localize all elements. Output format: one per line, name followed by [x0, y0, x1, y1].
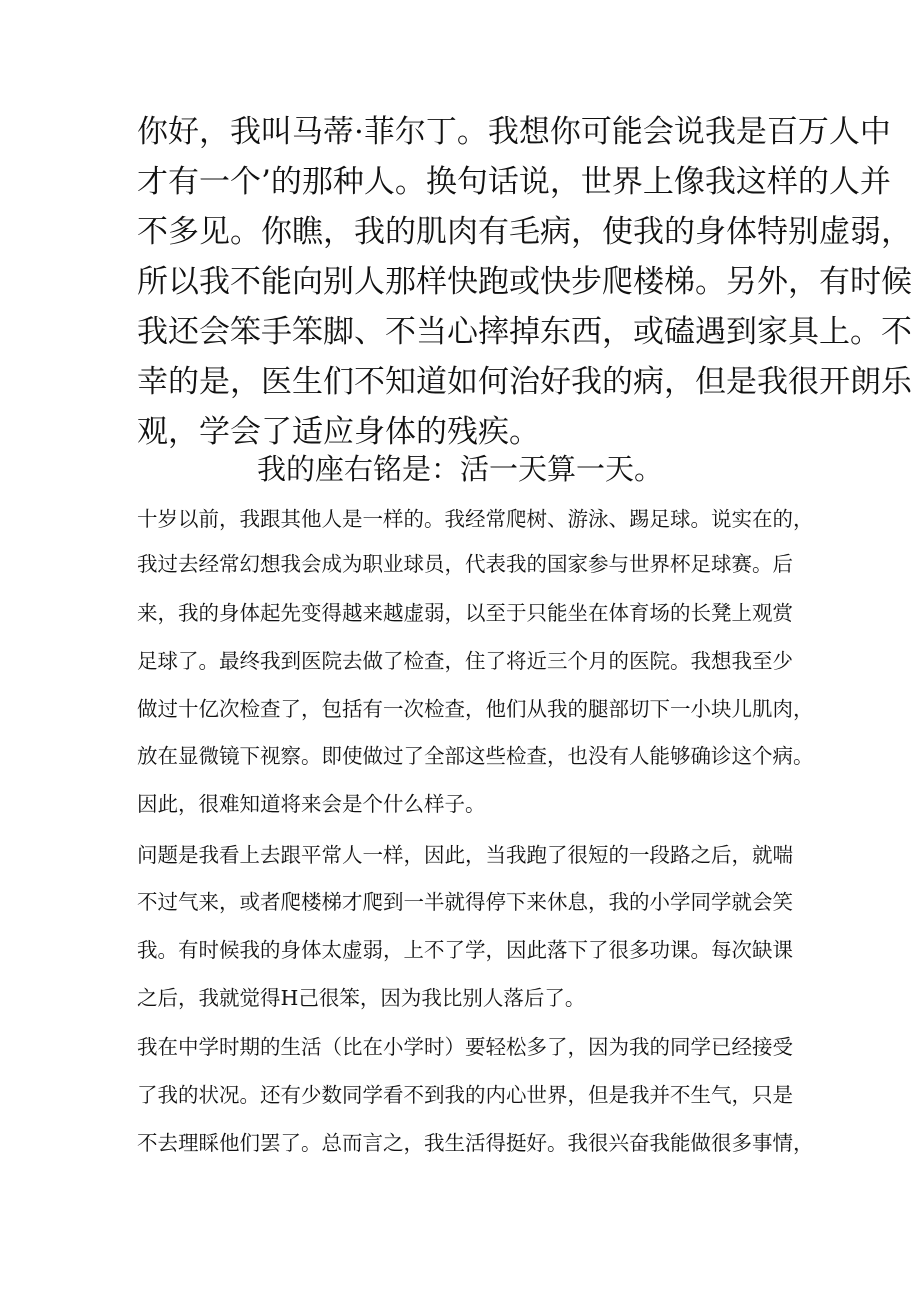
intro-line: 才有一个’的那种人。换句话说，世界上像我这样的人并 [137, 164, 891, 200]
intro-line: 幸的是，医生们不知道如何治好我的病，但是我很开朗乐 [137, 364, 912, 400]
paragraph-line: 来，我的身体起先变得越来越虚弱，以至于只能坐在体育场的长凳上观赏 [137, 601, 793, 625]
paragraph-line: 做过十亿次检查了，包括有一次检查，他们从我的腿部切下一小块儿肌肉， [137, 697, 814, 721]
paragraph-line: 不去理睬他们罢了。总而言之，我生活得挺好。我很兴奋我能做很多事情， [137, 1131, 814, 1155]
paragraph-line: 了我的状况。还有少数同学看不到我的内心世界，但是我并不生气，只是 [137, 1083, 793, 1107]
paragraph-line: 我过去经常幻想我会成为职业球员，代表我的国家参与世界杯足球赛。后 [137, 552, 793, 576]
paragraph-line: 问题是我看上去跟平常人一样，因此，当我跑了很短的一段路之后，就喘 [137, 843, 793, 867]
paragraph-line: 之后，我就觉得H己很笨，因为我比别人落后了。 [137, 986, 586, 1010]
intro-line: 观，学会了适应身体的残疾。 [137, 414, 540, 450]
intro-line: 你好，我叫马蒂·菲尔丁。我想你可能会说我是百万人中 [137, 114, 891, 150]
intro-line: 我还会笨手笨脚、不当心摔掉东西，或磕遇到家具上。不 [137, 314, 912, 350]
intro-line: 不多见。你瞧，我的肌肉有毛病，使我的身体特别虚弱， [137, 214, 912, 250]
intro-line: 所以我不能向别人那样快跑或快步爬楼梯。另外，有时候 [137, 264, 912, 300]
paragraph-line: 不过气来，或者爬楼梯才爬到一半就得停下来休息，我的小学同学就会笑 [137, 890, 793, 914]
paragraph-line: 我在中学时期的生活（比在小学时）要轻松多了，因为我的同学已经接受 [137, 1035, 793, 1059]
paragraph-line: 放在显微镜下视察。即使做过了全部这些检查，也没有人能够确诊这个病。 [137, 744, 814, 768]
paragraph-line: 因此，很难知道将来会是个什么样子。 [137, 792, 486, 816]
paragraph-line: 十岁以前，我跟其他人是一样的。我经常爬树、游泳、踢足球。说实在的， [137, 507, 814, 531]
motto-heading: 我的座右铭是：活一天算一天。 [256, 452, 663, 486]
paragraph-line: 我。有时候我的身体太虚弱，上不了学，因此落下了很多功课。每次缺课 [137, 938, 793, 962]
paragraph-line: 足球了。最终我到医院去做了检查，住了将近三个月的医院。我想我至少 [137, 649, 793, 673]
